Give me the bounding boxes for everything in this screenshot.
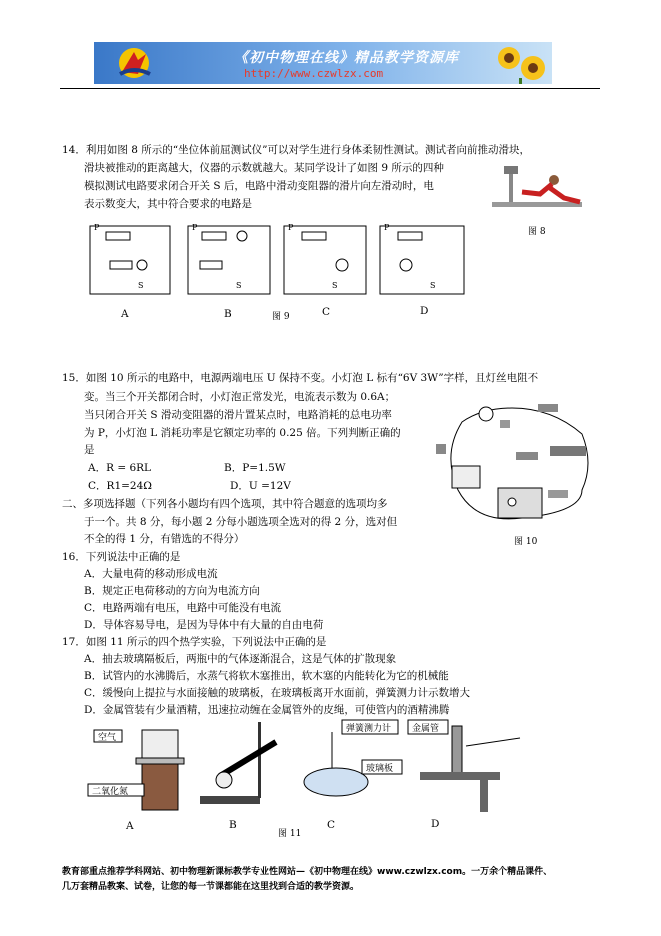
q14-line-1: 14．利用如图 8 所示的“坐位体前屈测试仪”可以对学生进行身体柔韧性测试。测试者向前推动滑块， bbox=[62, 144, 530, 156]
header-banner bbox=[94, 42, 552, 84]
fig11-glass-label: 玻璃板 bbox=[366, 764, 394, 774]
footer-line-2: 几万套精品教案、试卷，让您的每一节课都能在这里找到合适的教学资源。 bbox=[62, 882, 360, 892]
banner-title: 《初中物理在线》精品教学资源库 bbox=[234, 50, 459, 66]
fig11-no2-label: 二氧化氮 bbox=[92, 787, 129, 797]
q17-option-b: B．试管内的水沸腾后，水蒸气将软木塞推出，软木塞的内能转化为它的机械能 bbox=[84, 670, 449, 682]
sec2-line-1: 二、多项选择题（下列各小题均有四个选项，其中符合题意的选项均多 bbox=[62, 498, 388, 510]
q16-option-d: D．导体容易导电，是因为导体中有大量的自由电荷 bbox=[84, 619, 324, 631]
sec2-line-2: 于一个。共 8 分，每小题 2 分每小题选项全选对的得 2 分，选对但 bbox=[84, 516, 398, 528]
fig11-option-c: C bbox=[327, 819, 336, 831]
fig9-option-d: D bbox=[420, 305, 429, 317]
fig9-c-p: P bbox=[288, 223, 294, 232]
fig11-option-a: A bbox=[126, 820, 134, 832]
figure-8-illustration bbox=[488, 156, 588, 220]
fig8-caption: 图 8 bbox=[528, 227, 546, 237]
fig11-spring-label: 弹簧测力计 bbox=[346, 724, 392, 734]
fig9-a-p: P bbox=[94, 223, 100, 232]
q16-option-a: A．大量电荷的移动形成电流 bbox=[84, 568, 218, 580]
footer-line-1: 教育部重点推荐学科网站、初中物理新课标教学专业性网站—《初中物理在线》www.czwlzx.com。一万余个精品课件、 bbox=[62, 867, 553, 877]
q14-line-4: 表示数变大，其中符合要求的电路是 bbox=[84, 198, 252, 210]
q17-option-a: A．抽去玻璃隔板后，两瓶中的气体逐渐混合，这是气体的扩散现象 bbox=[84, 653, 397, 665]
q15-line-1: 15．如图 10 所示的电路中，电源两端电压 U 保持不变。小灯泡 L 标有“6V 3W”字样，且灯丝电阻不 bbox=[62, 372, 539, 384]
q15-line-2: 变。当三个开关都闭合时，小灯泡正常发光，电流表示数为 0.6A； bbox=[84, 391, 396, 403]
fig9-option-c: C bbox=[322, 306, 331, 318]
q15-option-d: D．U =12V bbox=[230, 480, 291, 492]
fig11-caption: 图 11 bbox=[278, 829, 302, 839]
q15-line-5: 是 bbox=[84, 444, 95, 456]
fig9-b-p: P bbox=[192, 223, 198, 232]
q16-option-c: C．电路两端有电压，电路中可能没有电流 bbox=[84, 602, 282, 614]
q16-stem: 16．下列说法中正确的是 bbox=[62, 551, 181, 563]
q17-stem: 17．如图 11 所示的四个热学实验，下列说法中正确的是 bbox=[62, 636, 327, 648]
banner-url: http://www.czwlzx.com bbox=[244, 67, 384, 80]
q16-option-b: B．规定正电荷移动的方向为电流方向 bbox=[84, 585, 260, 597]
fig9-option-b: B bbox=[224, 308, 232, 320]
fig9-caption: 图 9 bbox=[272, 312, 290, 322]
site-logo-icon bbox=[112, 46, 156, 80]
fig11-air-label: 空气 bbox=[98, 733, 117, 743]
fig9-a-s: S bbox=[138, 281, 144, 290]
q15-option-c: C．R1=24Ω bbox=[88, 480, 152, 492]
figure-11-experiments bbox=[80, 716, 530, 820]
fig9-option-a: A bbox=[121, 308, 129, 320]
fig9-b-s: S bbox=[236, 281, 242, 290]
q17-option-d: D．金属管装有少量酒精，迅速拉动缠在金属管外的皮绳，可使管内的酒精沸腾 bbox=[84, 704, 450, 716]
fig11-option-b: B bbox=[229, 819, 237, 831]
fig9-d-p: P bbox=[384, 223, 390, 232]
q15-option-a: A．R = 6RL bbox=[88, 462, 152, 474]
q14-line-2: 滑块被推动的距离越大，仪器的示数就越大。某同学设计了如图 9 所示的四种 bbox=[84, 162, 444, 174]
fig10-caption: 图 10 bbox=[514, 537, 538, 547]
q15-line-4: 为 P，小灯泡 L 消耗功率是它额定功率的 0.25 倍。下列判断正确的 bbox=[84, 427, 401, 439]
q15-option-b: B．P=1.5W bbox=[224, 462, 286, 474]
sec2-line-3: 不全的得 1 分，有错选的不得分） bbox=[84, 533, 245, 545]
fig9-d-s: S bbox=[430, 281, 436, 290]
fig9-c-s: S bbox=[332, 281, 338, 290]
sunflower-icon bbox=[489, 44, 549, 84]
header-divider bbox=[60, 88, 600, 89]
figure-10-circuit bbox=[432, 394, 598, 534]
fig11-option-d: D bbox=[431, 818, 440, 830]
fig11-tube-label: 金属管 bbox=[412, 724, 440, 734]
figure-9-circuits bbox=[80, 216, 480, 306]
q15-line-3: 当只闭合开关 S 滑动变阻器的滑片置某点时，电路消耗的总电功率 bbox=[84, 409, 392, 421]
q14-line-3: 模拟测试电路要求闭合开关 S 后，电路中滑动变阻器的滑片向左滑动时，电 bbox=[84, 180, 434, 192]
q17-option-c: C．缓慢向上提拉与水面接触的玻璃板，在玻璃板离开水面前，弹簧测力计示数增大 bbox=[84, 687, 471, 699]
